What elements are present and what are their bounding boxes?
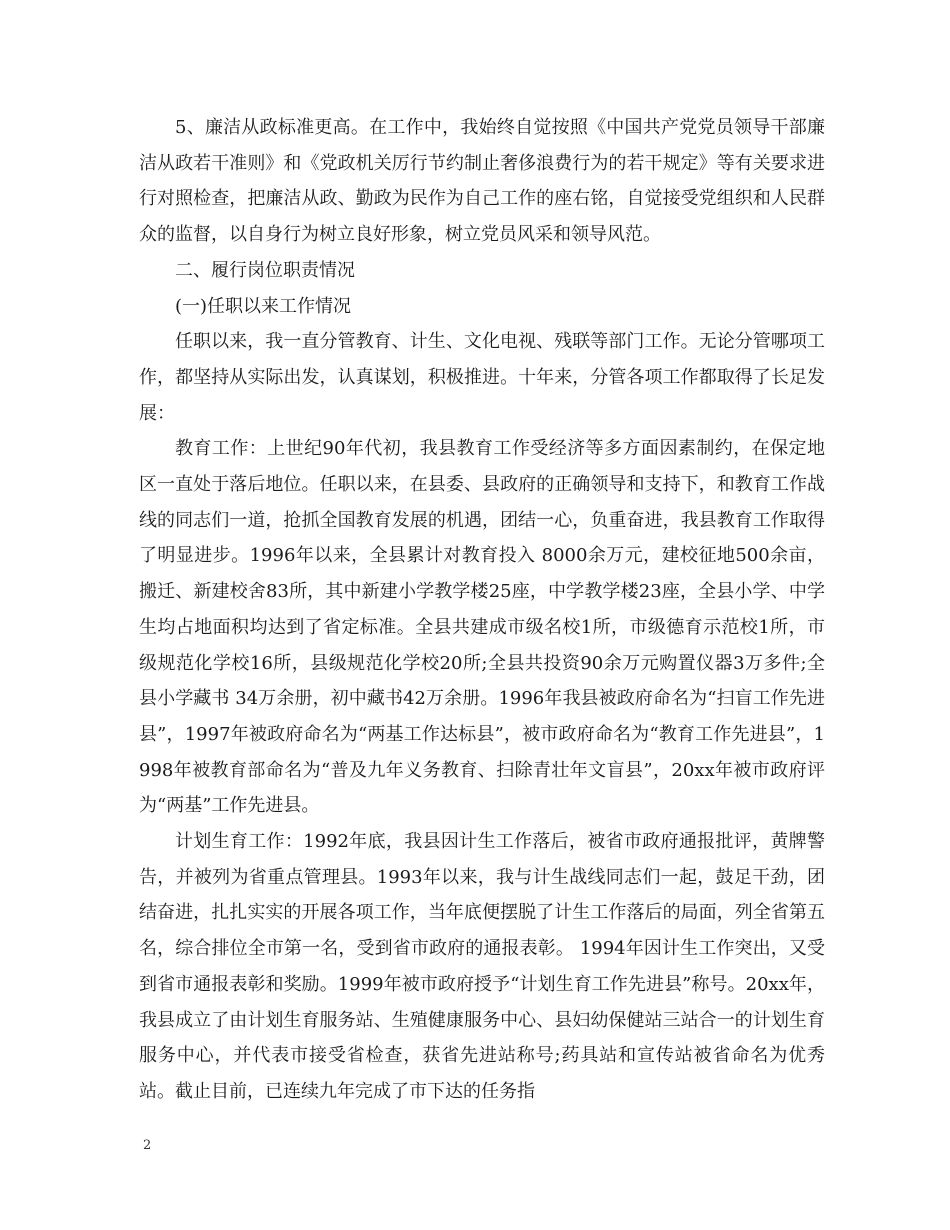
paragraph-family-planning: 计划生育工作：1992年底，我县因计生工作落后，被省市政府通报批评，黄牌警告，并被列为省重点管理县。1993年以来，我与计生战线同志们一起，鼓足干劲，团结奋进，扎扎实实的开展各项工作，当年底便摆脱了计生工作落后的局面，列全省第五名，综合排位全市第一名，受到省市政府的通报表彰。 1994年因计生工作突出，又受到省市通报表彰和奖励。1999年被市政府授予“计划生育工作先进县”称号。20xx年，我县成立了由计划生育服务站、生殖健康服务中心、县妇幼保健站三站合一的计划生育服务中心，并代表市接受省检查，获省先进站称号;药具站和宣传站被省命名为优秀站。截止目前，已连续九年完成了市下达的任务指: [139, 831, 825, 1102]
section-heading-duties: 二、履行岗位职责情况: [175, 259, 355, 281]
paragraph-integrity-standard: 5、廉洁从政标准更高。在工作中，我始终自觉按照《中国共产党党员领导干部廉洁从政若干准则》和《党政机关厉行节约制止奢侈浪费行为的若干规定》等有关要求进行对照检查，把廉洁从政、勤政为民作为自己工作的座右铭，自觉接受党组织和人民群众的监督，以自身行为树立良好形象，树立党员风采和领导风范。: [139, 117, 825, 246]
page-number: 2: [143, 1138, 152, 1153]
document-body: [139, 110, 825, 1110]
subsection-heading-work: (一)任职以来工作情况: [175, 295, 352, 317]
paragraph-overview: 任职以来，我一直分管教育、计生、文化电视、残联等部门工作。无论分管哪项工作，都坚持从实际出发，认真谋划，积极推进。十年来，分管各项工作都取得了长足发展：: [139, 331, 825, 424]
paragraph-education: 教育工作：上世纪90年代初，我县教育工作受经济等多方面因素制约，在保定地区一直处于落后地位。任职以来，在县委、县政府的正确领导和支持下，和教育工作战线的同志们一道，抢抓全国教育发展的机遇，团结一心，负重奋进，我县教育工作取得了明显进步。1996年以来，全县累计对教育投入 8000余万元，建校征地500余亩，搬迁、新建校舍83所，其中新建小学教学楼25座，中学教学楼23座，全县小学、中学生均占地面积均达到了省定标准。全县共建成市级名校1所，市级德育示范校1所，市级规范化学校16所，县级规范化学校20所;全县共投资90余万元购置仪器3万多件;全县小学藏书 34万余册，初中藏书42万余册。1996年我县被政府命名为“扫盲工作先进县”，1997年被政府命名为“两基工作达标县”，被市政府命名为“教育工作先进县”，1998年被教育部命名为“普及九年义务教育、扫除青壮年文盲县”，20xx年被市政府评为“两基”工作先进县。: [139, 438, 825, 817]
